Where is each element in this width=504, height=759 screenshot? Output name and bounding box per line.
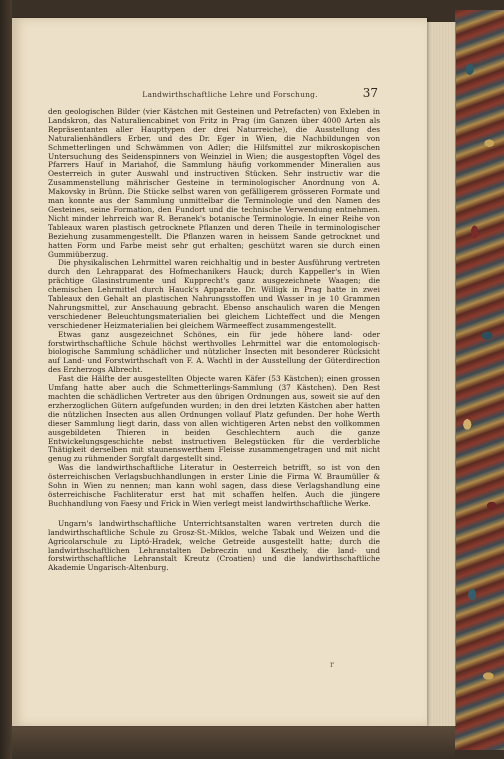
paragraph: Was die landwirthschaftliche Literatur in Oesterreich betrifft, so ist von den österreichischen Verlagsbuchhandlungen in erster Linie die Firma W. Braumüller & Sohn in Wien zu nennen; man kann wohl sagen, dass diese Verlagshandlung eine österreichische Fachliteratur erst hat mit schaffen helfen. Auch die jüngere Buchhandlung von Faesy und Frick in Wien verlegt meist landwirthschaftliche Werke. — [48, 463, 380, 508]
paragraph: Etwas ganz ausgezeichnet Schönes, ein für jede höhere land- oder forstwirthschaftliche Schule höchst werthvolles Lehrmittel war die entomologisch-biologische Sammlung schädlicher und nützlicher Insecten mit besonderer Rücksicht auf Land- und Forstwirthschaft von F. A. Wachtl in der Ausstellung der Güterdirection des Erzherzogs Albrecht. — [48, 329, 380, 375]
page-number: 37 — [362, 86, 378, 100]
page-edges — [427, 22, 456, 726]
paragraph: Die physikalischen Lehrmittel waren reichhaltig und in bester Ausführung vertreten durch den Lehrapparat des Hofmechanikers Hauck; durch Kappeller's in Wien prächtige Glasinstrumente und Kupprecht's ganz ausgezeichnete Waagen; die chemischen Lehrmittel durch Hauck's Apparate. Dr. Willigk in Prag hatte in zwei Tableaux den Gehalt an plastischen Nahrungsstoffen und Wasser in je 10 Grammen Nahrungsmittel, zur Anschauung gebracht. Ebenso anschaulich waren die Mengen verschiedener Beleuchtungsmaterialien bei gleichem Lichteffect und die Mengen verschiedener Heizmaterialien bei gleichem Wärmeeffect zusammengestellt. — [48, 258, 380, 330]
footer-mark: r — [330, 660, 334, 669]
paragraph: Fast die Hälfte der ausgestellten Objecte waren Käfer (53 Kästchen); einen grossen Umfang hatte aber auch die Schmetterlings-Sammlung (37 Kästchen). Den Rest machten die schädlichen Vertreter aus den übrigen Ordnungen aus, soweit sie auf den erzherzoglichen Gütern aufgefunden wurden; in den drei letzten Kästchen aber hatten die nützlichen Insecten aus allen Ordnungen vollauf Platz gefunden. Der hohe Werth dieser Sammlung liegt darin, dass von allen wichtigeren Arten nebst den vollkommen ausgebildeten Thieren in beiden Geschlechtern auch die ganze Entwickelungsgeschichte nebst instructiven Belegstücken für die verderbliche Thätigkeit derselben mit staunenswerthem Fleisse zusammengetragen und mit nicht genug zu rühmender Sorgfalt dargestellt sind. — [48, 374, 380, 464]
paragraph: Ungarn's landwirthschaftliche Unterrichtsanstalten waren vertreten durch die landwirthschaftliche Schule zu Grosz-St.-Miklos, welche Tabak und Weizen und die Agricolarschule zu Liptó-Hradek, welche Getreide ausgestellt hatte; durch die landwirthschaftlichen Lehranstalten Debreczin und Keszthely, die land- und forstwirthschaftliche Lehranstalt Kreutz (Croatien) und die landwirthschaftliche Akademie Ungarisch-Altenburg. — [48, 518, 380, 573]
body-text — [48, 108, 380, 573]
paragraph: den geologischen Bilder (vier Kästchen mit Gesteinen und Petrefacten) von Exleben in Landskron, das Naturaliencabinet von Fritz in Prag (im Ganzen über 4000 Arten als Repräsentanten aller Haupttypen der drei Naturreiche), die Ausstellung des Naturalienhändlers Erber, und des Dr. Eger in Wien, die Nachbildungen von Schmetterlingen und Schwämmen von Adler; die Hilfsmittel zur mikroskopischen Untersuchung des Seidenspinners von Weinziel in Wien; die ausgestopften Vögel des Pfarrers Hauf in Mariahof, die Sammlung häufig vorkommender Mineralien aus Oesterreich in guter Auswahl und instructiven Stücken. Sehr instructiv war die Zusammenstellung mährischer Gesteine in terminologischer Anordnung von A. Makovsky in Brünn. Die Stücke selbst waren von gefälligerem grösseren Formate und man konnte aus der Sammlung unmittelbar die Terminologie und den Namen des Gesteines, seine Formation, den Fundort und die technische Verwendung entnehmen. Nicht minder lehrreich war R. Beranek's botanische Terminologie. In einer Reihe von Tableaux waren plastisch getrocknete Pflanzen und deren Theile in terminologischer Beziehung zusammengestellt. Die Pflanzen waren in heissem Sande getrocknet und hatten Form und Farbe meist sehr gut erhalten; geschützt waren sie durch einen Gummiüberzug. — [48, 107, 380, 259]
book-cover-edge — [0, 0, 12, 759]
running-head: Landwirthschaftliche Lehre und Forschung. — [142, 90, 318, 99]
marbled-cover — [455, 10, 504, 750]
book-bottom-shadow — [12, 726, 455, 759]
